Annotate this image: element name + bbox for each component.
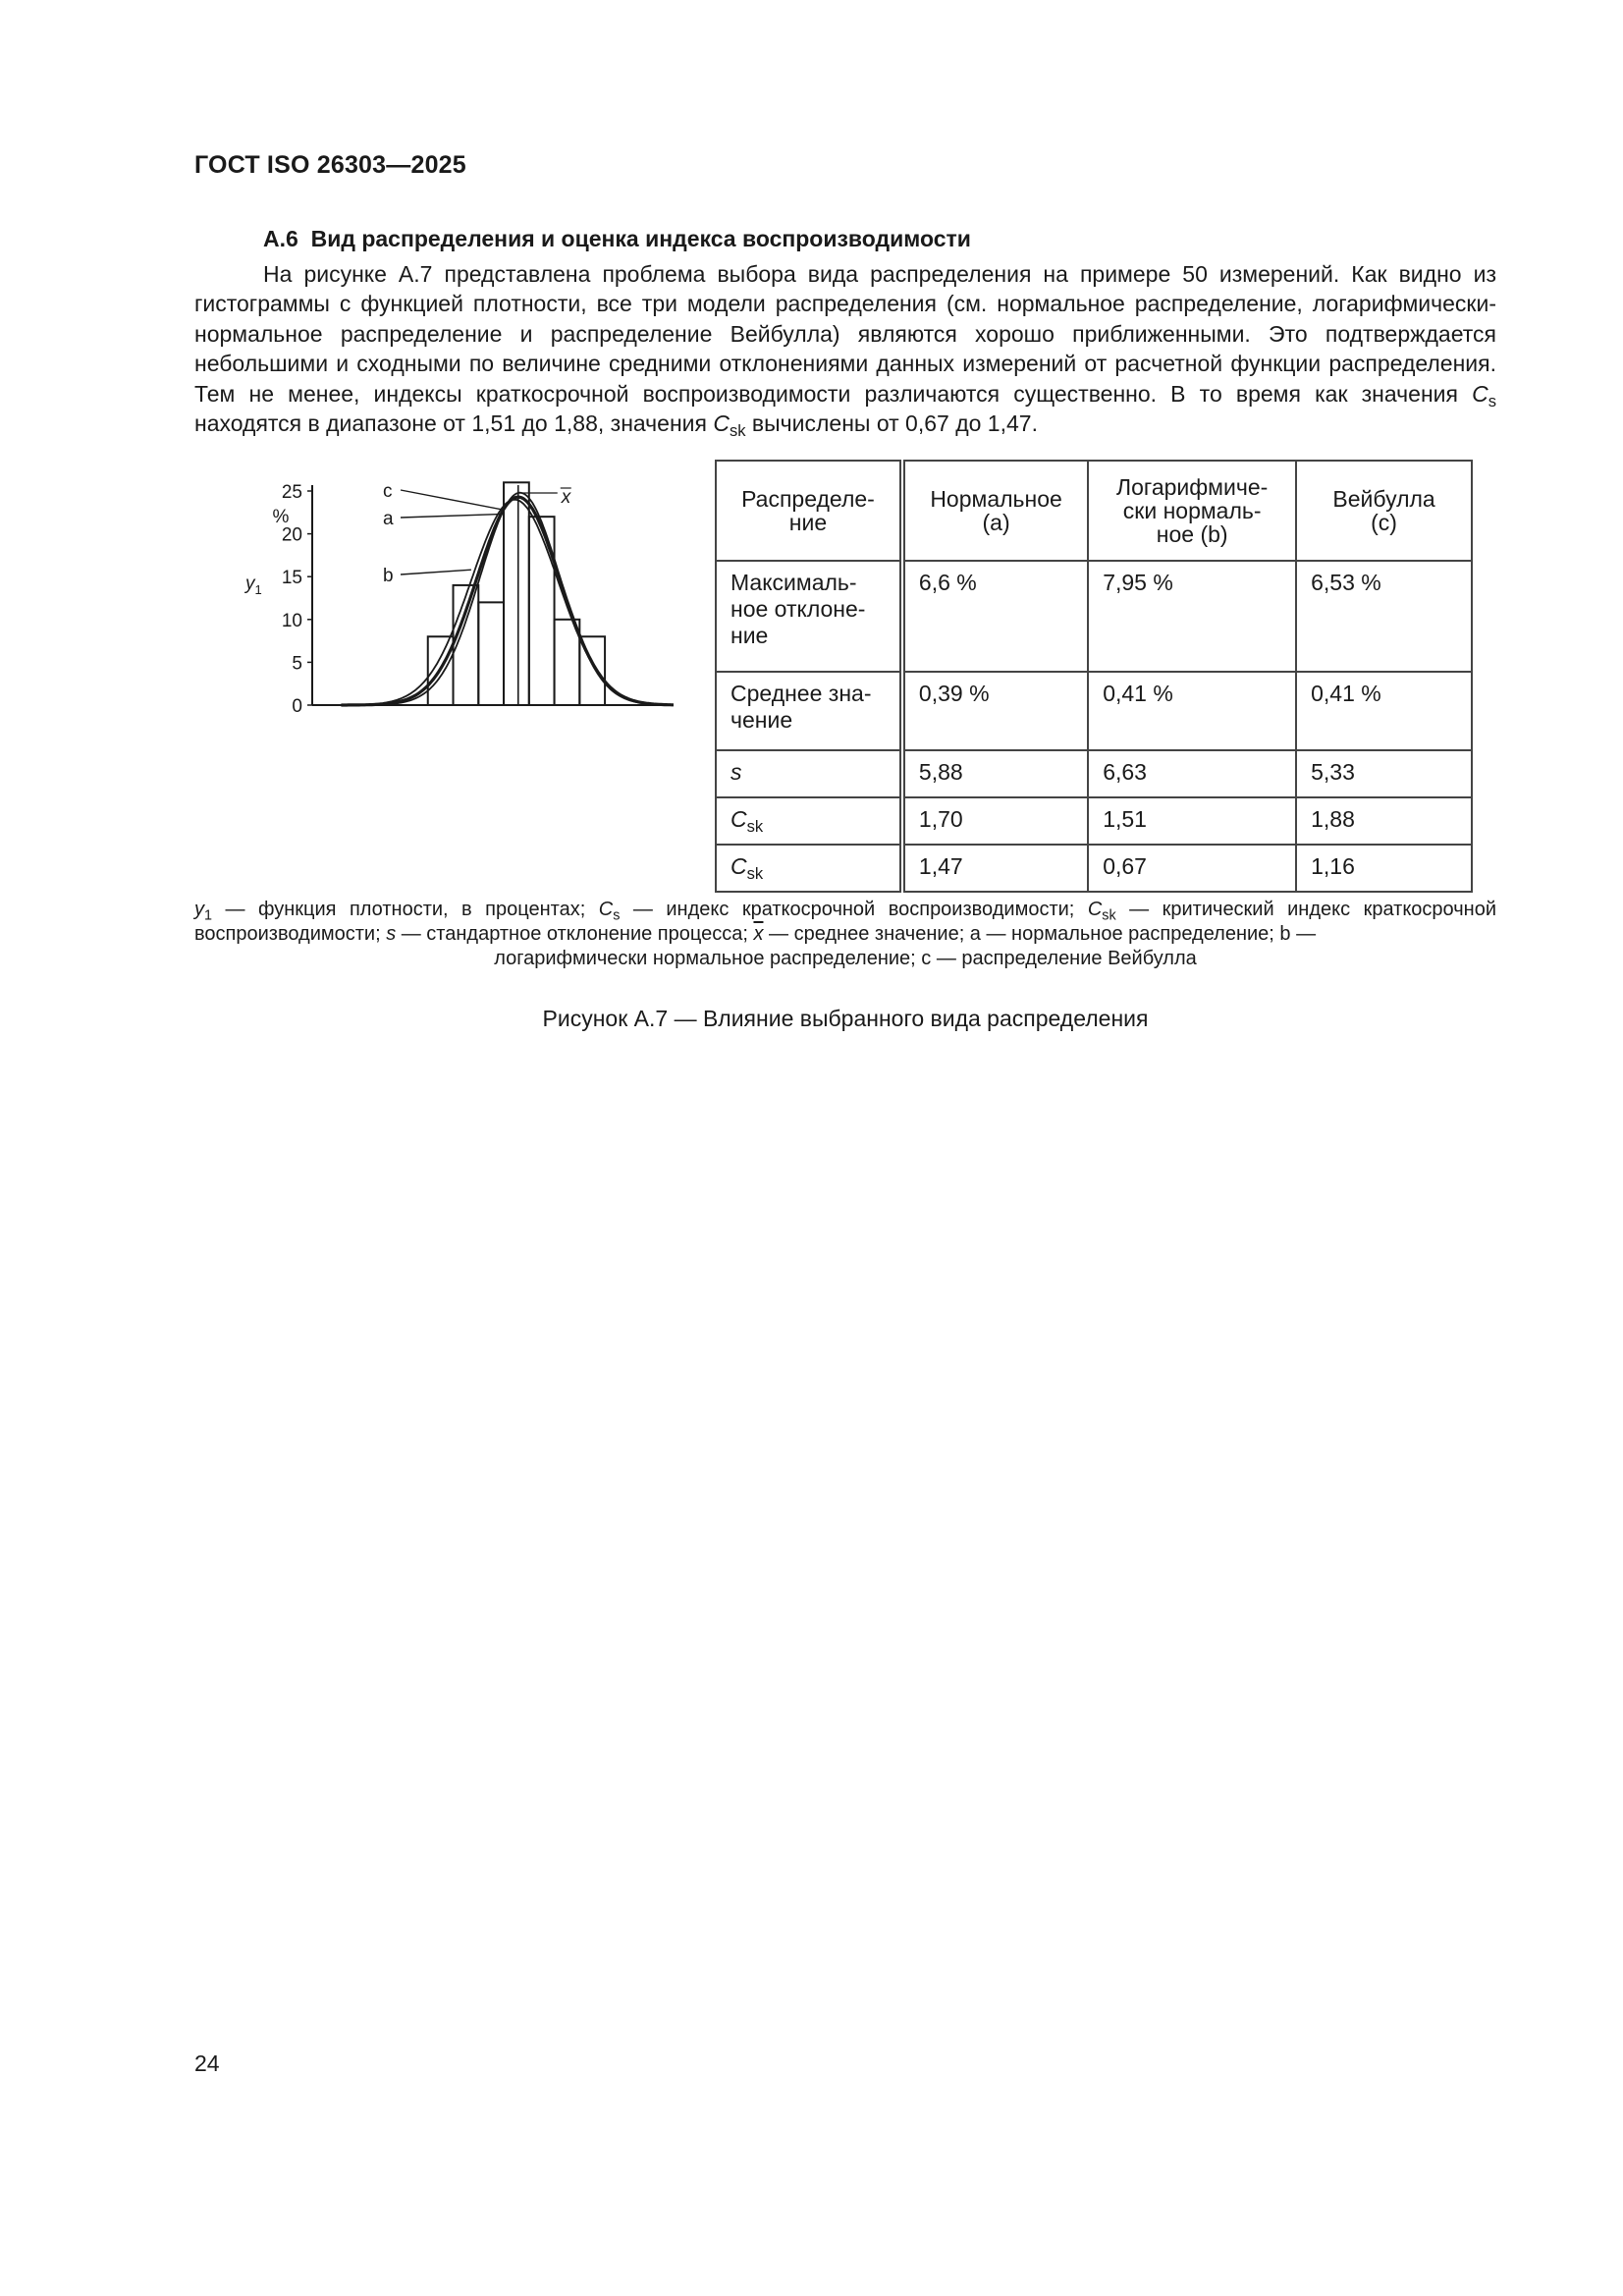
row-label-mean: Среднее зна- чение bbox=[716, 672, 902, 750]
curve-leader-lines bbox=[383, 481, 504, 586]
header-distribution: Распределе- ние bbox=[716, 461, 902, 561]
histogram-bar bbox=[504, 482, 529, 705]
csk-symbol: C bbox=[713, 410, 730, 437]
histogram-bar bbox=[478, 602, 504, 705]
density-curve-b bbox=[341, 500, 674, 705]
table-cell: 0,39 % bbox=[902, 672, 1088, 750]
table-cell: 0,67 bbox=[1088, 845, 1296, 892]
table-cell: 0,41 % bbox=[1088, 672, 1296, 750]
table-cell: 1,51 bbox=[1088, 797, 1296, 845]
y-tick-label: 5 bbox=[292, 653, 302, 675]
row-label-max-deviation: Максималь- ное отклоне- ние bbox=[716, 561, 902, 672]
row-label-csk: $C_{sk}$ bbox=[716, 797, 902, 845]
table-cell: 5,33 bbox=[1296, 750, 1472, 797]
y-tick-label: 25 bbox=[281, 482, 302, 503]
y-axis-unit: % bbox=[272, 507, 290, 527]
curve-label-c: c bbox=[383, 481, 393, 502]
y-axis-label: $y_1$ bbox=[245, 574, 262, 597]
table-row bbox=[716, 797, 1472, 845]
histogram-bar bbox=[555, 620, 580, 705]
row-label-s: s bbox=[716, 750, 902, 797]
y-tick-label: 20 bbox=[281, 524, 302, 546]
document-header: ГОСТ ISO 26303—2025 bbox=[194, 151, 466, 179]
distribution-comparison-table bbox=[715, 460, 1473, 893]
table-row bbox=[716, 672, 1472, 750]
histogram-chart bbox=[236, 469, 677, 727]
figure-caption: Рисунок А.7 — Влияние выбранного вида распределения bbox=[542, 1006, 1149, 1031]
figure-legend: $y_1$ — функция плотности, в процентах; $C_s$ — индекс краткосрочной воспроизводимости; $C_{sk}$ — критический индекс краткосрочной воспроизводимости; s — стандартное отклонение процесса; $\overline{x}$ — среднее значение; a — нормальное распределение; b — логарифмически нормальное распределение; c — распределение Вейбулла bbox=[194, 899, 1496, 969]
table-cell: 1,16 bbox=[1296, 845, 1472, 892]
leader-line-c bbox=[401, 490, 504, 510]
cs-symbol: C bbox=[1472, 380, 1488, 407]
header-lognormal: Логарифмиче- ски нормаль- ное (b) bbox=[1088, 461, 1296, 561]
table-cell: 6,53 % bbox=[1296, 561, 1472, 672]
table-cell: 1,47 bbox=[902, 845, 1088, 892]
table-cell: 5,88 bbox=[902, 750, 1088, 797]
header-normal: Нормальное (a) bbox=[902, 461, 1088, 561]
section-title: Вид распределения и оценка индекса воспроизводимости bbox=[310, 226, 971, 251]
row-label-csk: $C_{sk}$ bbox=[716, 845, 902, 892]
y-tick-label: 10 bbox=[281, 610, 302, 631]
leader-line-a bbox=[401, 515, 500, 518]
table-cell: 7,95 % bbox=[1088, 561, 1296, 672]
leader-line-b bbox=[401, 570, 471, 574]
table-cell: 6,63 bbox=[1088, 750, 1296, 797]
table-row bbox=[716, 750, 1472, 797]
table-cell: 1,88 bbox=[1296, 797, 1472, 845]
mean-label: x bbox=[561, 487, 571, 508]
body-paragraph: На рисунке А.7 представлена проблема выбора вида распределения на примере 50 измерений. Как видно из гистограммы с функцией плотности, все три модели распределения (см. нормальное распределение, логарифмически-нормальное распределение и распределение Вейбулла) являются хорошо приближенными. Это подтверждается небольшими и сходными по величине средними отклонениями данных измерений от расчетной функции распределения. Тем не менее, индексы краткосрочной воспроизводимости различаются существенно. В то время как значения $C_s$ находятся в диапазоне от 1,51 до 1,88, значения $C_{sk}$ вычислены от 0,67 до 1,47. bbox=[194, 261, 1496, 440]
table-header-row bbox=[716, 461, 1472, 561]
curve-label-a: a bbox=[383, 509, 394, 529]
curve-label-b: b bbox=[383, 566, 394, 586]
table-cell: 0,41 % bbox=[1296, 672, 1472, 750]
table-cell: 6,6 % bbox=[902, 561, 1088, 672]
table-row bbox=[716, 845, 1472, 892]
y-tick-label: 15 bbox=[281, 568, 302, 589]
y-tick-label: 0 bbox=[292, 696, 302, 717]
table-row bbox=[716, 561, 1472, 672]
header-weibull: Вейбулла (c) bbox=[1296, 461, 1472, 561]
section-heading bbox=[263, 226, 971, 252]
histogram-figure bbox=[236, 469, 677, 727]
section-number: A.6 bbox=[263, 226, 298, 251]
page-number: 24 bbox=[194, 2050, 220, 2076]
table-cell: 1,70 bbox=[902, 797, 1088, 845]
